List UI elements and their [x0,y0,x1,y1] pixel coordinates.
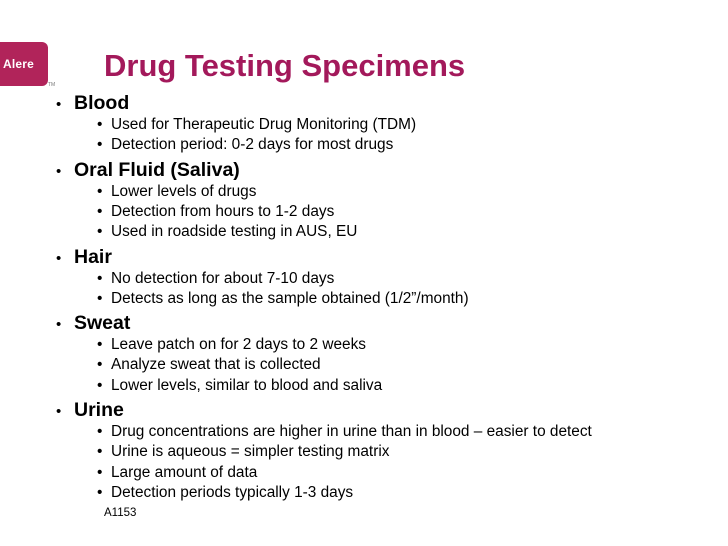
section-heading-text: Oral Fluid (Saliva) [74,158,240,181]
bullet-item [97,116,416,134]
bullet-icon: • [97,483,103,501]
section-heading-text: Sweat [74,312,131,335]
bullet-icon: • [97,423,103,440]
bullet-item-text: Lower levels, similar to blood and saliva [111,376,383,394]
bullet-item [97,377,382,395]
section-heading [56,159,240,182]
bullet-item-text: Drug concentrations are higher in urine than in blood – easier to detect [111,423,592,440]
bullet-item [97,443,389,461]
bullet-item-text: Used in roadside testing in AUS, EU [111,223,358,241]
alere-logo [0,42,48,86]
bullet-item [97,270,334,288]
bullet-item [97,356,321,374]
bullet-icon: • [56,249,62,267]
bullet-icon: • [56,162,62,180]
bullet-item-text: Analyze sweat that is collected [111,356,321,374]
bullet-icon: • [97,356,103,374]
bullet-item-text: Urine is aqueous = simpler testing matrix [111,443,390,461]
bullet-item-text: Leave patch on for 2 days to 2 weeks [111,336,366,354]
bullet-icon: • [97,223,103,241]
bullet-item [97,223,357,241]
section-heading [56,92,129,115]
bullet-item [97,203,334,221]
bullet-icon: • [97,336,103,354]
bullet-icon: • [97,269,103,287]
bullet-item [97,136,393,154]
logo-text: Alere [3,57,35,71]
bullet-icon: • [97,376,103,394]
bullet-icon: • [56,316,62,334]
bullet-icon: • [97,202,103,220]
bullet-item-text: Detection from hours to 1-2 days [111,202,335,220]
bullet-item-text: Used for Therapeutic Drug Monitoring (TDM) [111,116,417,133]
bullet-item-text: Detection periods typically 1-3 days [111,483,354,501]
bullet-item-text: No detection for about 7-10 days [111,269,335,287]
section-heading-text: Urine [74,399,124,421]
bullet-item-text: Lower levels of drugs [111,182,257,200]
bullet-item [97,423,592,441]
slide-code: A1153 [104,507,137,519]
bullet-icon: • [97,463,103,481]
bullet-item-text: Large amount of data [111,463,258,481]
bullet-item-text: Detects as long as the sample obtained (1/2”/month) [111,289,469,307]
bullet-icon: • [56,403,62,420]
bullet-icon: • [97,443,103,461]
bullet-icon: • [56,96,62,113]
bullet-icon: • [97,116,103,133]
bullet-icon: • [97,289,103,307]
bullet-item-text: Detection period: 0-2 days for most drugs [111,136,394,154]
bullet-item [97,290,469,308]
section-heading-text: Hair [74,245,112,268]
slide-title: Drug Testing Specimens [104,48,466,83]
bullet-item [97,464,257,482]
section-heading [56,399,124,422]
logo-trademark: TM [48,82,56,88]
section-heading [56,246,112,269]
bullet-item [97,183,256,201]
bullet-item [97,484,353,502]
section-heading-text: Blood [74,92,130,114]
bullet-icon: • [97,136,103,154]
bullet-item [97,336,366,354]
section-heading [56,312,130,335]
bullet-icon: • [97,182,103,200]
